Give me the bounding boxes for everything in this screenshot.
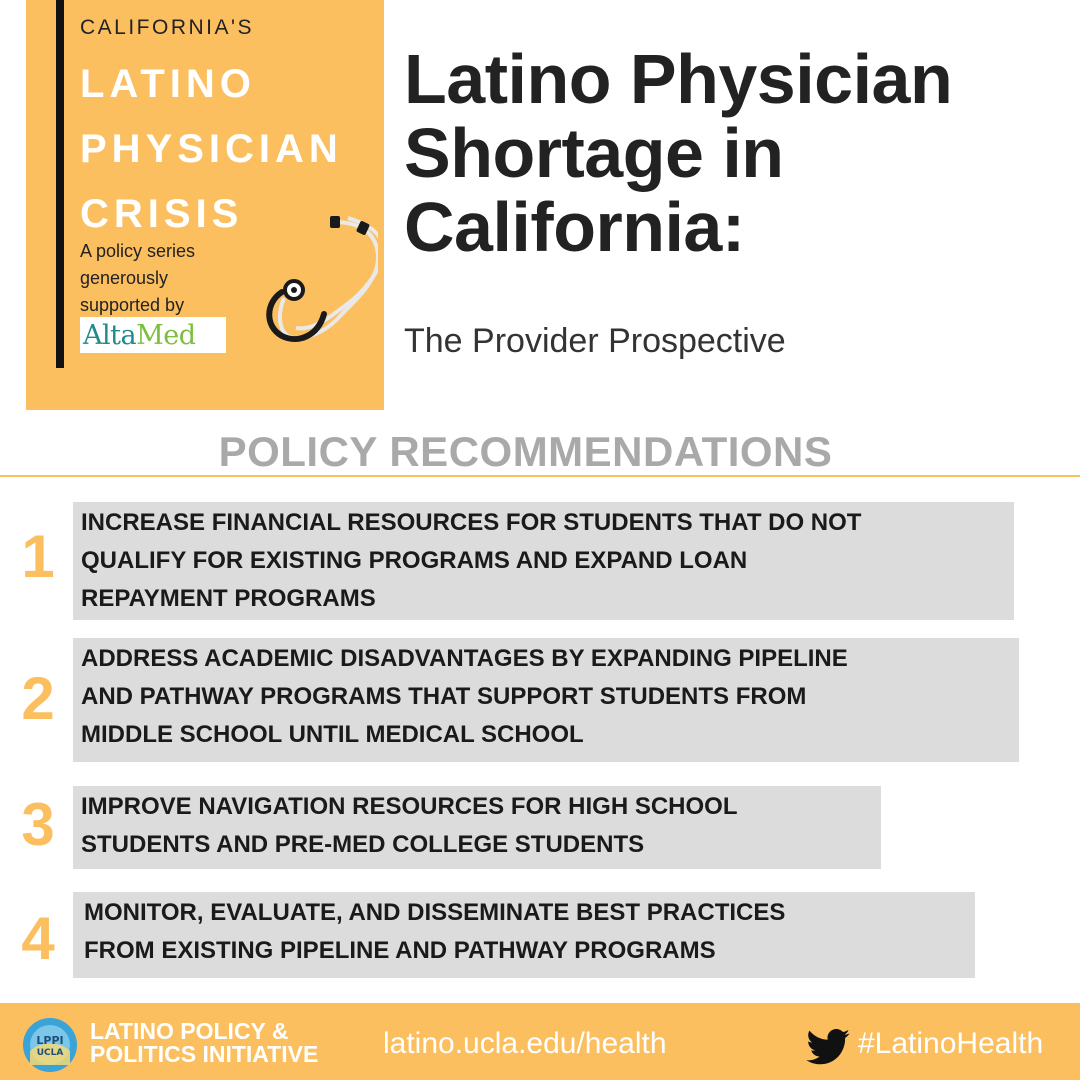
series-description bbox=[80, 238, 250, 319]
recommendation-number: 1 bbox=[21, 523, 55, 590]
section-divider bbox=[0, 475, 1080, 477]
hashtag[interactable]: #LatinoHealth bbox=[858, 1027, 1044, 1060]
series-description-line: A policy series bbox=[80, 241, 196, 261]
page-title bbox=[404, 42, 1064, 264]
recommendation-item bbox=[73, 638, 1019, 762]
recommendation-line: MONITOR, EVALUATE, AND DISSEMINATE BEST PRACTICES bbox=[84, 899, 786, 926]
org-name-line: LATINO POLICY & bbox=[90, 1018, 289, 1044]
recommendation-line: STUDENTS AND PRE-MED COLLEGE STUDENTS bbox=[81, 831, 645, 858]
footer-url[interactable]: latino.ucla.edu/health bbox=[383, 1027, 667, 1060]
stethoscope-icon bbox=[238, 210, 378, 350]
series-description-line: supported by bbox=[80, 295, 185, 315]
recommendation-item bbox=[73, 786, 881, 869]
altamed-logo-part: Med bbox=[136, 319, 196, 351]
recommendation-line: IMPROVE NAVIGATION RESOURCES FOR HIGH SCHOOL bbox=[81, 793, 738, 820]
section-heading: POLICY RECOMMENDATIONS bbox=[218, 428, 833, 475]
altamed-logo-part: Alta bbox=[83, 319, 137, 351]
footer bbox=[0, 1003, 1080, 1080]
recommendation-line: ADDRESS ACADEMIC DISADVANTAGES BY EXPANDING PIPELINE bbox=[81, 645, 848, 672]
page-title-line: Latino Physician bbox=[404, 40, 953, 118]
recommendation-number: 2 bbox=[21, 665, 55, 732]
org-name-line: POLITICS INITIATIVE bbox=[90, 1041, 319, 1067]
page-subtitle: The Provider Prospective bbox=[404, 322, 786, 360]
recommendation-line: REPAYMENT PROGRAMS bbox=[81, 585, 376, 612]
recommendation-line: FROM EXISTING PIPELINE AND PATHWAY PROGRAMS bbox=[84, 937, 716, 964]
series-title-line: PHYSICIAN bbox=[80, 127, 343, 171]
lppi-ucla-logo bbox=[22, 1017, 78, 1073]
series-description-line: generously bbox=[80, 268, 169, 288]
series-panel bbox=[26, 0, 384, 410]
altamed-logo bbox=[80, 317, 226, 353]
recommendation-line: QUALIFY FOR EXISTING PROGRAMS AND EXPAND LOAN bbox=[81, 547, 748, 574]
lppi-logo-text: LPPI bbox=[36, 1034, 64, 1047]
recommendation-line: INCREASE FINANCIAL RESOURCES FOR STUDENTS THAT DO NOT bbox=[81, 509, 862, 536]
page-title-line: California: bbox=[404, 188, 745, 266]
org-name bbox=[90, 1020, 340, 1066]
recommendation-item bbox=[73, 502, 1014, 620]
series-kicker: CALIFORNIA'S bbox=[80, 16, 255, 39]
recommendation-line: MIDDLE SCHOOL UNTIL MEDICAL SCHOOL bbox=[81, 721, 584, 748]
twitter-bird-icon bbox=[806, 1029, 850, 1065]
recommendation-number: 3 bbox=[21, 791, 55, 858]
series-accent-bar bbox=[56, 0, 64, 368]
lppi-logo-text: UCLA bbox=[36, 1048, 64, 1058]
series-title-line: CRISIS bbox=[80, 192, 244, 236]
series-title-line: LATINO bbox=[80, 62, 256, 106]
recommendation-item bbox=[73, 892, 975, 978]
recommendation-line: AND PATHWAY PROGRAMS THAT SUPPORT STUDENTS FROM bbox=[81, 683, 807, 710]
page-title-line: Shortage in bbox=[404, 114, 784, 192]
recommendation-number: 4 bbox=[21, 905, 55, 972]
